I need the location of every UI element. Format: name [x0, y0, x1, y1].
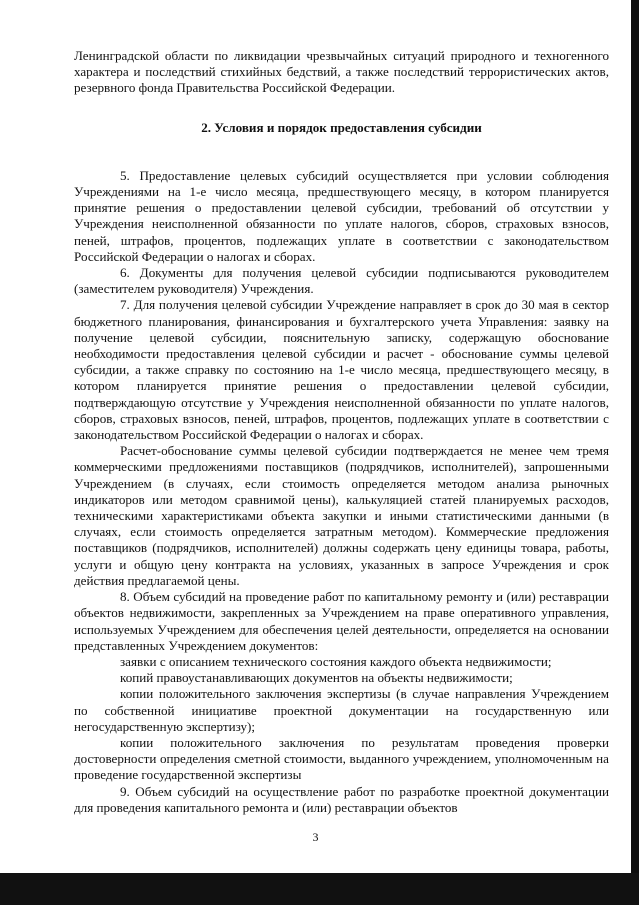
scan-bottom-edge [0, 873, 639, 905]
paragraph-6: 6. Документы для получения целевой субсидии подписываются руководителем (заместителем руководителя) Учреждения. [74, 265, 609, 297]
document-body [74, 48, 609, 816]
page-number: 3 [312, 830, 319, 844]
paragraph-8-item-expertise: копии положительного заключения экспертизы (в случае направления Учреждением по собственной инициативе проектной документации на государственную или негосударственную экспертизу); [74, 686, 609, 734]
paragraph-8-item-cost-verification: копии положительного заключения по результатам проведения проверки достоверности определения сметной стоимости, выданного учреждением, уполномоченным на проведение государственной экспертизы [74, 734, 609, 783]
paragraph-intro-continuation: Ленинградской области по ликвидации чрезвычайных ситуаций природного и техногенного характера и последствий стихийных бедствий, а также последствий террористических актов, резервного фонда Правительства Российской Федерации. [74, 48, 609, 96]
paragraph-8-item-application: заявки с описанием технического состояния каждого объекта недвижимости; [120, 653, 552, 669]
paragraph-9: 9. Объем субсидий на осуществление работ по разработке проектной документации для проведения капитального ремонта и (или) реставрации объектов [74, 783, 609, 815]
paragraph-7: 7. Для получения целевой субсидии Учреждение направляет в срок до 30 мая в сектор бюджетного планирования, финансирования и бухгалтерского учета Управления: заявку на получение целевой субсидии, пояснительную записку, содержащую обоснование необходимости предоставления целевой субсидии и расчет - обоснование суммы целевой субсидии, а также справку по состоянию на 1-е число месяца, предшествующего месяцу, в котором планируется принятие решения о предоставлении целевой субсидии, подтверждающую отсутствие у Учреждения неисполненной обязанности по уплате налогов, сборов, страховых взносов, пеней, штрафов, процентов, подлежащих уплате в соответствии с законодательством Российской Федерации о налогах и сборах. [74, 297, 609, 443]
section-title: 2. Условия и порядок предоставления субсидии [201, 119, 482, 135]
paragraph-8: 8. Объем субсидий на проведение работ по капитальному ремонту и (или) реставрации объектов недвижимости, закрепленных за Учреждением на праве оперативного управления, используемых Учреждением для обеспечения целей деятельности, определяется на основании представленных Учреждением документов: [74, 589, 609, 653]
scan-right-edge [631, 0, 639, 873]
paragraph-5: 5. Предоставление целевых субсидий осуществляется при условии соблюдения Учреждениями на 1-е число месяца, предшествующего месяцу, в котором планируется принятие решения о предоставлении целевой субсидии, требований об отсутствии у Учреждения неисполненной обязанности по уплате налогов, сборов, страховых взносов, пеней, штрафов, процентов, подлежащих уплате в соответствии с законодательством Российской Федерации о налогах и сборах. [74, 167, 609, 264]
paragraph-8-item-title-documents: копий правоустанавливающих документов на объекты недвижимости; [120, 670, 513, 686]
paragraph-7-calculation: Расчет-обоснование суммы целевой субсидии подтверждается не менее чем тремя коммерческими предложениями поставщиков (подрядчиков, исполнителей), запрошенными Учреждением (в случаях, если стоимость определяется методом анализа рыночных индикаторов или методом сравнимой цены), калькуляцией статей планируемых расходов, техническими характеристиками объекта закупки и иными статистическими данными (в случаях, если стоимость определяется затратным методом). Коммерческие предложения поставщиков (подрядчиков, исполнителей) должны содержать цену единицы товара, работы, услуги и общую цену контракта на условиях, указанных в запросе Учреждения и срок действия предлагаемой цены. [74, 443, 609, 588]
